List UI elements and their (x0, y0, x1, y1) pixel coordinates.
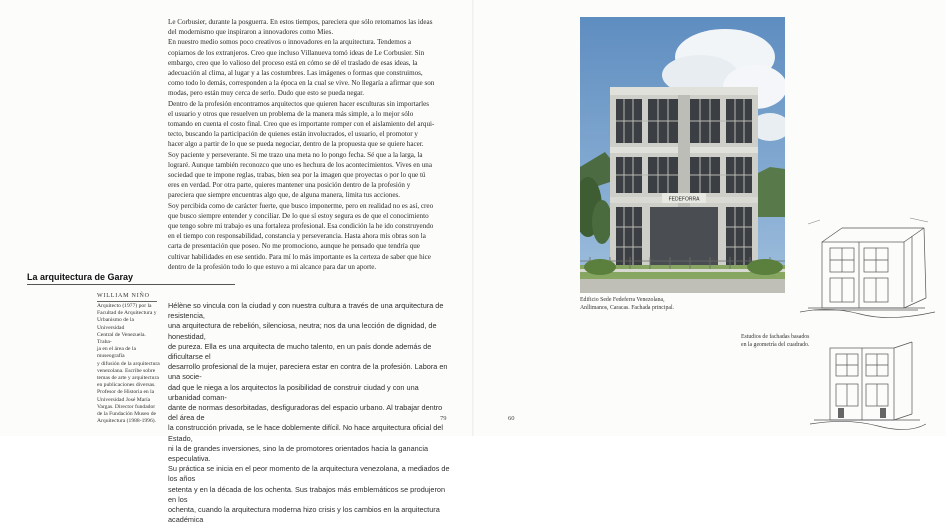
body-line: Le Corbusier, durante la posguerra. En estos tiempos, pareciera que sólo retomamos las ideas (168, 18, 433, 26)
bio-line: Profesor de Historia en la (97, 389, 155, 396)
bio-line: ja en el área de la museografía (97, 346, 136, 360)
body-line: en el tiempo con responsabilidad, constancia y perseverancia. Hasta ahora mis obras son la (168, 232, 426, 241)
body-line: sociedad que te impone reglas, trabas, bien sea por la imagen que proyectas o por lo que tú (168, 171, 426, 180)
essay-line: Su práctica se inicia en el peor momento de la arquitectura venezolana, a mediados de los años (168, 464, 450, 484)
body-line: el usuario y otros que resuelven un problema de la manera más simple, a lo mejor sólo (168, 109, 414, 118)
body-line: modas, pero están muy cerca de serlo. Dudo que esto se pueda negar. (168, 89, 364, 98)
author-name: WILLIAM NIÑO (97, 293, 150, 299)
essay-line: dad que le niega a los arquitectos la posibilidad de construir ciudad y con una urbanidad coman- (168, 382, 419, 402)
facade-sketch-detail-icon (808, 338, 926, 430)
building-sign-text: FEDEFORRA (668, 196, 700, 203)
essay-line: dante de normas desorbitadas, desfiguradoras del espacio urbano. Al trabajar dentro del área de (168, 403, 443, 423)
caption-line: Estudios de fachadas basados (741, 334, 810, 340)
page-number-right: 60 (508, 415, 515, 422)
page-number-left: 79 (440, 415, 447, 422)
photo-caption (580, 296, 785, 312)
essay-line: setenta y en la década de los ochenta. Sus trabajos más emblemáticos se produjeron en los (168, 484, 446, 504)
body-line: Soy percibida como de carácter fuerte, que busco imponerme, pero en realidad no es así, creo (168, 201, 434, 210)
body-line: como todo lo demás, corresponden a la época en la cual se vive. No llegaría a afirmar que son (168, 79, 435, 88)
essay-line: ochenta, cuando la arquitectura moderna hizo crisis y los cambios en la arquitectura académica (168, 505, 440, 525)
bio-line: y difusión de la arquitectura (97, 360, 160, 367)
body-line: embargo, creo que lo valioso del proceso está en cómo se dé el traslado de esas ideas, la (168, 58, 418, 67)
bio-line: temas de arte y arquitectura (97, 375, 159, 382)
body-line: eres en verdad. Por otra parte, quieres mantener una posición dentro de la profesión y (168, 181, 411, 190)
essay-line: desarrollo profesional de la mujer, pareciera estar en contra de la profesión. Labora en una socie- (168, 362, 448, 382)
body-line: tomando en cuenta el costo final. Creo que es importante romper con el aislamiento del arqui- (168, 120, 435, 129)
bio-line: en publicaciones diversas. (97, 382, 156, 389)
bio-line: Arquitecto (1977) por la (97, 303, 152, 309)
body-line: cultivar habilidades en ese sentido. Para mí lo más importante es la certeza de saber que hice (168, 252, 431, 261)
caption-line: Edificio Sede Fedeferra Venezolana, (580, 297, 665, 303)
section-rule (27, 284, 235, 285)
bio-line: Facultad de Arquitectura y (97, 310, 157, 317)
bio-line: venezolana. Escribe sobre (97, 367, 156, 374)
building-photo-icon (580, 17, 785, 293)
body-line: dentro de la profesión todo lo que estuvo a mi alcance para dar un aporte. (168, 262, 377, 271)
body-line: Soy paciente y perseverante. Si me trazo una meta no lo pongo fecha. Sé que a la larga, la (168, 150, 423, 159)
body-line: adecuación al clima, al lugar y a las costumbres. Las imágenes o formas que construimos, (168, 69, 423, 78)
body-line: lograré. Aunque también reconozco que uno es hechura de los acontecimientos. Vives en una (168, 160, 432, 169)
facade-sketch-icon (800, 214, 935, 319)
bio-line: Urbanismo de la Universidad (97, 317, 134, 331)
caption-line: Anllimanos, Caracas. Fachada principal. (580, 305, 675, 311)
body-line: que tengo sobre mi trabajo es una fortaleza profesional. Esa condición la he ido construyendo (168, 222, 434, 231)
essay-line: de pureza. Ella es una arquitecta de mucho talento, en un país donde además de dificultarse el (168, 341, 432, 362)
author-bio (97, 303, 161, 425)
bio-line: de la Fundación Museo de (97, 411, 157, 418)
body-line: del modernismo que inspiraron a innovadores como Mies. (168, 28, 334, 37)
body-line: Dentro de la profesión encontramos arquitectos que quieren hacer esculturas sin importarles (168, 99, 429, 108)
caption-line: en la geometría del cuadrado. (741, 342, 810, 348)
body-line: En nuestro medio somos poco creativos o innovadores en la arquitectura. Tendemos a (168, 38, 412, 47)
page-gutter (472, 0, 474, 436)
body-line: tecto, buscando la participación de quienes están involucrados, el usuario, el promotor y (168, 130, 418, 139)
body-line: pareciera que siempre encuentras algo que, de alguna manera, limita tus acciones. (168, 191, 401, 200)
essay-line: ni la de grandes inversiones, sino la de promotores orientados hacia la ganancia especulativa. (168, 443, 429, 464)
body-line: carta de presentación que poseo. No me promociono, aunque he pensado que tendría que (168, 242, 420, 251)
bio-line: Universidad José María (97, 396, 151, 403)
body-line: copiarnos de los extranjeros. Creo que incluso Villanueva tomó ideas de Le Corbusier. Sin (168, 48, 425, 57)
essay-line: la construcción privada, se le hace doblemente difícil. No hace arquitectura oficial del Estado, (168, 423, 444, 443)
essay-line: una arquitectura de rebelión, silenciosa, neutra; nos da una lección de dignidad, de honestidad, (168, 321, 437, 341)
bio-line: Arquitectura (1988-1996). (97, 418, 157, 425)
essay-line: Hélène so vincula con la ciudad y con nuestra cultura a través de una arquitectura de resistencia, (168, 301, 444, 321)
body-text (168, 17, 452, 272)
author-rule (97, 301, 157, 302)
body-line: que busco siempre entender y conciliar. De lo que sí estoy segura es de que el conocimiento (168, 211, 429, 220)
bio-line: Central de Venezuela. Traba- (97, 331, 146, 346)
bio-line: Vargas. Director fundador (97, 403, 156, 410)
body-line: hacer algo a partir de lo que se pueda negociar, dentro de la propuesta que se quiere hacer. (168, 140, 424, 149)
essay-text (168, 301, 452, 525)
section-title: La arquitectura de Garay (27, 272, 134, 282)
